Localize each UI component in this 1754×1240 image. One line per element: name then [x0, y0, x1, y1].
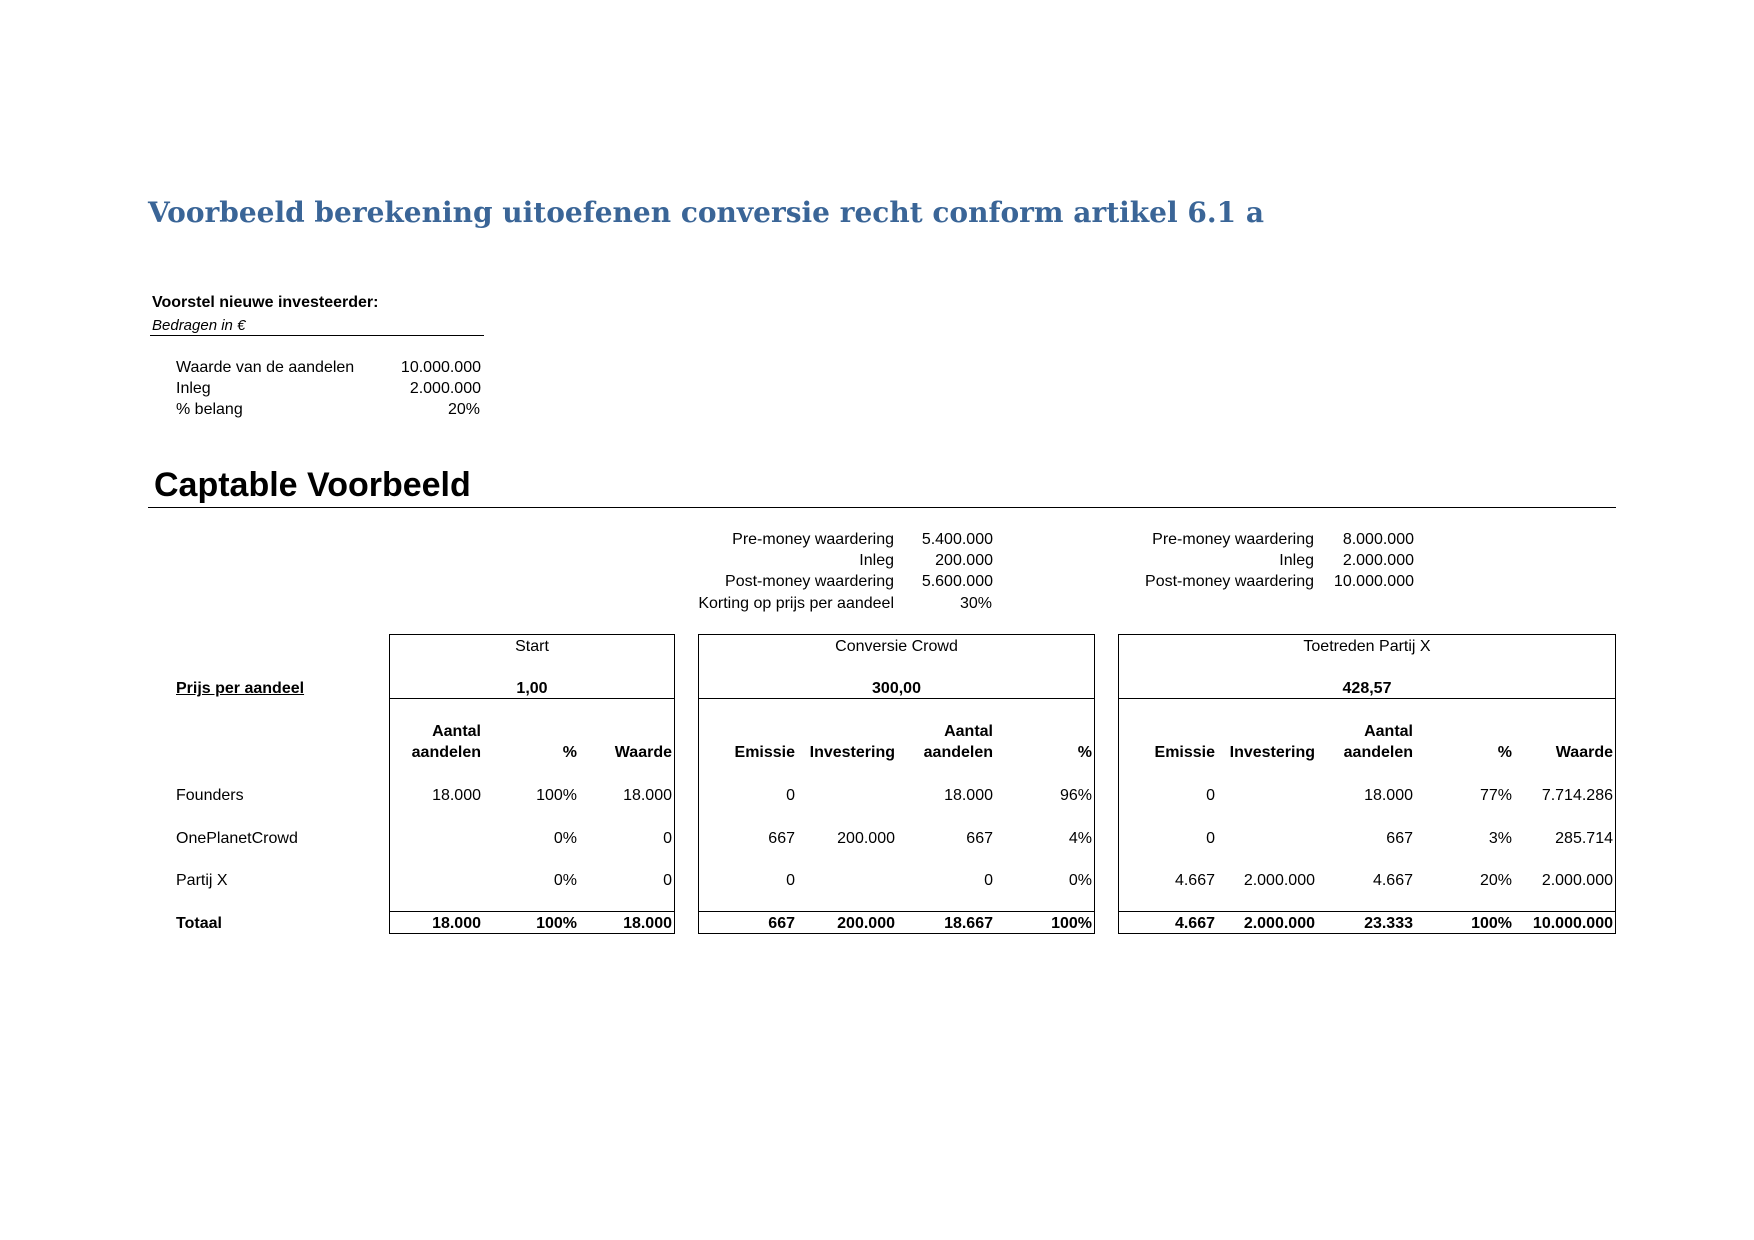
founders-crowd-emissie: 0	[786, 787, 795, 804]
crowd-korting-label: Korting op prijs per aandeel	[698, 595, 894, 612]
partij-aantal-header-1: Aantal	[1364, 723, 1413, 740]
total-partij-pct: 100%	[1471, 915, 1512, 932]
crowd-emissie-header: Emissie	[734, 744, 795, 761]
partij-waarde-header: Waarde	[1555, 744, 1613, 761]
founders-crowd-aantal: 18.000	[944, 787, 993, 804]
total-start-aantal: 18.000	[432, 915, 481, 932]
crowd-inleg-label: Inleg	[859, 552, 894, 569]
crowd-postmoney-label: Post-money waardering	[725, 573, 894, 590]
partij-inleg-value: 2.000.000	[1342, 552, 1414, 569]
px-partij-aantal: 4.667	[1372, 872, 1413, 889]
row-label-oneplanetcrowd: OnePlanetCrowd	[176, 830, 298, 847]
total-crowd-emissie: 667	[768, 915, 795, 932]
start-header-divider	[389, 698, 675, 699]
px-crowd-aantal: 0	[984, 872, 993, 889]
partij-header-divider	[1118, 698, 1616, 699]
proposal-label-inleg: Inleg	[176, 380, 211, 397]
row-label-founders: Founders	[176, 787, 244, 804]
proposal-value-inleg: 2.000.000	[409, 380, 481, 397]
opc-start-pct: 0%	[553, 830, 577, 847]
px-start-pct: 0%	[553, 872, 577, 889]
px-partij-pct: 20%	[1479, 872, 1512, 889]
row-label-partij-x: Partij X	[176, 872, 228, 889]
opc-partij-emissie: 0	[1206, 830, 1215, 847]
start-aantal-header-2: aandelen	[411, 744, 481, 761]
total-crowd-pct: 100%	[1051, 915, 1092, 932]
crowd-korting-value: 30%	[959, 595, 992, 612]
crowd-postmoney-value: 5.600.000	[921, 573, 993, 590]
partij-inleg-label: Inleg	[1279, 552, 1314, 569]
partij-postmoney-label: Post-money waardering	[1145, 573, 1314, 590]
founders-crowd-pct: 96%	[1059, 787, 1092, 804]
start-section-title: Start	[515, 638, 549, 655]
crowd-pct-header: %	[1077, 744, 1092, 761]
total-crowd-aantal: 18.667	[944, 915, 993, 932]
opc-partij-pct: 3%	[1488, 830, 1512, 847]
captable-divider	[148, 507, 1616, 508]
start-aantal-header-1: Aantal	[432, 723, 481, 740]
partij-total-divider	[1118, 911, 1616, 912]
founders-partij-pct: 77%	[1479, 787, 1512, 804]
start-total-divider	[389, 911, 675, 912]
proposal-heading: Voorstel nieuwe investeerder:	[152, 294, 379, 311]
crowd-inleg-value: 200.000	[935, 552, 993, 569]
partij-pct-header: %	[1497, 744, 1512, 761]
partij-price: 428,57	[1342, 680, 1392, 697]
proposal-label-waarde: Waarde van de aandelen	[176, 359, 355, 376]
crowd-price: 300,00	[872, 680, 921, 697]
total-partij-aantal: 23.333	[1364, 915, 1413, 932]
total-start-pct: 100%	[536, 915, 577, 932]
row-label-totaal: Totaal	[176, 915, 222, 932]
crowd-investering-header: Investering	[809, 744, 895, 761]
px-crowd-emissie: 0	[786, 872, 795, 889]
px-crowd-pct: 0%	[1068, 872, 1092, 889]
crowd-premoney-label: Pre-money waardering	[732, 531, 894, 548]
px-partij-emissie: 4.667	[1174, 872, 1215, 889]
crowd-header-divider	[698, 698, 1095, 699]
proposal-value-belang: 20%	[447, 401, 480, 418]
crowd-section-title: Conversie Crowd	[835, 638, 958, 655]
crowd-premoney-value: 5.400.000	[921, 531, 993, 548]
total-partij-investering: 2.000.000	[1243, 915, 1315, 932]
px-partij-waarde: 2.000.000	[1541, 872, 1613, 889]
crowd-aantal-header-1: Aantal	[944, 723, 993, 740]
document-title: Voorbeeld berekening uitoefenen conversie recht conform artikel 6.1 a	[148, 196, 1264, 229]
founders-start-aantal: 18.000	[432, 787, 481, 804]
founders-partij-waarde: 7.714.286	[1541, 787, 1613, 804]
partij-premoney-label: Pre-money waardering	[1152, 531, 1314, 548]
opc-crowd-emissie: 667	[768, 830, 795, 847]
price-per-share-label: Prijs per aandeel	[176, 680, 305, 697]
px-start-waarde: 0	[663, 872, 672, 889]
founders-start-pct: 100%	[536, 787, 577, 804]
px-partij-investering: 2.000.000	[1243, 872, 1315, 889]
partij-section-title: Toetreden Partij X	[1303, 638, 1431, 655]
captable-title: Captable Voorbeeld	[154, 466, 471, 504]
crowd-aantal-header-2: aandelen	[923, 744, 993, 761]
total-partij-emissie: 4.667	[1174, 915, 1215, 932]
total-start-waarde: 18.000	[623, 915, 672, 932]
founders-partij-aantal: 18.000	[1364, 787, 1413, 804]
partij-aantal-header-2: aandelen	[1343, 744, 1413, 761]
partij-investering-header: Investering	[1229, 744, 1315, 761]
founders-partij-emissie: 0	[1206, 787, 1215, 804]
proposal-label-belang: % belang	[176, 401, 243, 418]
opc-crowd-investering: 200.000	[837, 830, 895, 847]
proposal-value-waarde: 10.000.000	[400, 359, 481, 376]
start-waarde-header: Waarde	[614, 744, 672, 761]
opc-partij-aantal: 667	[1386, 830, 1413, 847]
proposal-divider	[150, 335, 484, 336]
crowd-total-divider	[698, 911, 1095, 912]
opc-crowd-aantal: 667	[966, 830, 993, 847]
opc-crowd-pct: 4%	[1068, 830, 1092, 847]
partij-premoney-value: 8.000.000	[1342, 531, 1414, 548]
start-pct-header: %	[562, 744, 577, 761]
opc-partij-waarde: 285.714	[1555, 830, 1613, 847]
partij-emissie-header: Emissie	[1154, 744, 1215, 761]
partij-postmoney-value: 10.000.000	[1333, 573, 1414, 590]
start-price: 1,00	[516, 680, 548, 697]
total-partij-waarde: 10.000.000	[1532, 915, 1613, 932]
total-crowd-investering: 200.000	[837, 915, 895, 932]
founders-start-waarde: 18.000	[623, 787, 672, 804]
opc-start-waarde: 0	[663, 830, 672, 847]
proposal-subheading: Bedragen in €	[152, 317, 246, 334]
